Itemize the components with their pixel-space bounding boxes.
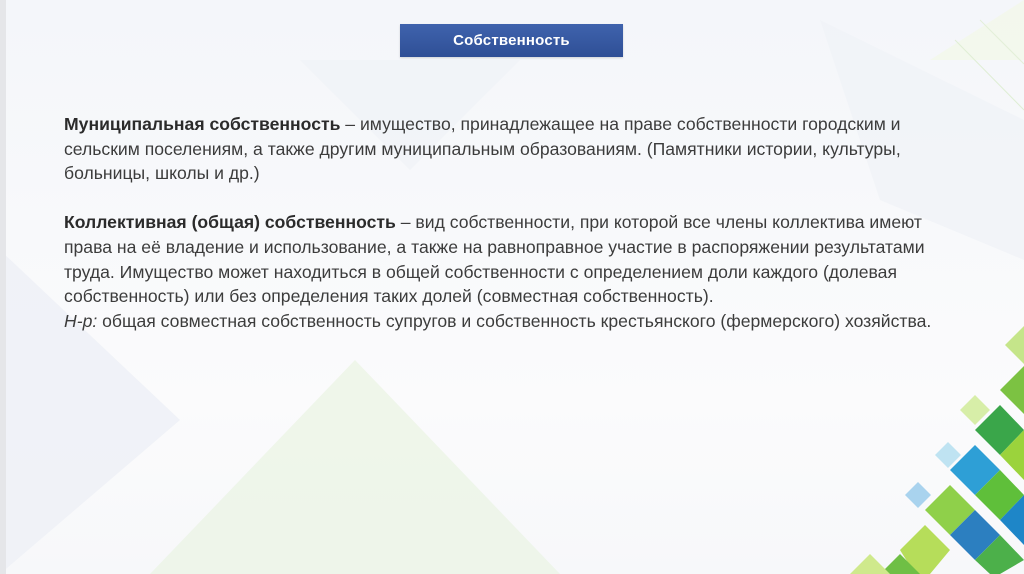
definition-collective: – вид собственности, при которой все члены коллектива имеют права на её владение и использование, а также на равноправное участие в распоряжении результатами труда. Имущество может находиться в общей собственности с определением доли каждого (долевая собственность) или без определения таких долей (совместная собственность). <box>64 212 925 307</box>
corner-mosaic-icon <box>850 326 1024 574</box>
paragraph-collective <box>64 210 964 333</box>
term-collective: Коллективная (общая) собственность <box>64 212 396 233</box>
slide-left-edge <box>0 0 6 574</box>
slide-body <box>64 112 964 333</box>
paragraph-spacer <box>64 186 964 211</box>
title-banner <box>400 24 623 57</box>
example-text: общая совместная собственность супругов и собственность крестьянского (фермерского) хозяйства. <box>97 310 932 331</box>
paragraph-municipal <box>64 112 964 186</box>
definition-municipal: – имущество, принадлежащее на праве собственности городским и сельским поселениям, а также другим муниципальным образованиям. (Памятники истории, культуры, больницы, школы и др.) <box>64 114 901 184</box>
slide-title: Собственность <box>453 32 570 49</box>
term-municipal: Муниципальная собственность <box>64 114 341 134</box>
example-prefix: Н-р: <box>64 310 98 331</box>
